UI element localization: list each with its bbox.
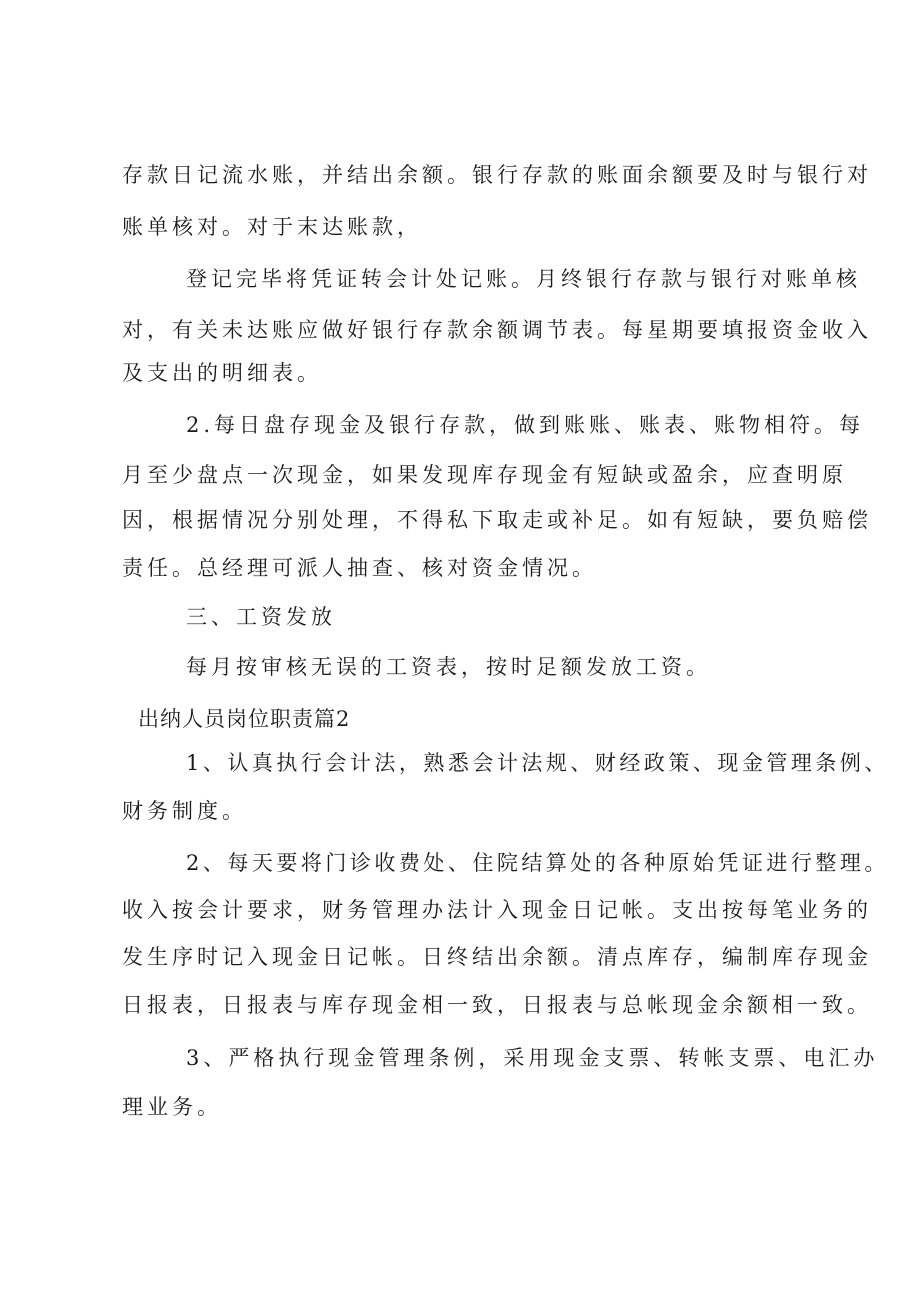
paragraph-4-line-1: 每月按审核无误的工资表，按时足额发放工资。 — [186, 655, 711, 679]
paragraph-3-line-3: 因，根据情况分别处理，不得私下取走或补足。如有短缺，要负赔偿 — [122, 508, 872, 532]
paragraph-1-line-1: 存款日记流水账，并结出余额。银行存款的账面余额要及时与银行对 — [122, 163, 872, 187]
paragraph-3-line-1: 2.每日盘存现金及银行存款，做到账账、账表、账物相符。每 — [186, 413, 865, 437]
paragraph-1-line-2: 账单核对。对于末达账款， — [122, 215, 422, 239]
item-3-line-2: 理业务。 — [122, 1095, 222, 1119]
article-title: 出纳人员岗位职责篇2 — [138, 707, 351, 731]
paragraph-3-line-2: 月至少盘点一次现金，如果发现库存现金有短缺或盈余，应查明原 — [122, 463, 847, 487]
item-2-line-1: 2、每天要将门诊收费处、住院结算处的各种原始凭证进行整理。 — [186, 851, 889, 875]
paragraph-2-line-2: 对，有关未达账应做好银行存款余额调节表。每星期要填报资金收入 — [122, 318, 872, 342]
item-3-line-1: 3、严格执行现金管理条例，采用现金支票、转帐支票、电汇办 — [186, 1046, 879, 1070]
item-2-line-4: 日报表，日报表与库存现金相一致，日报表与总帐现金余额相一致。 — [122, 993, 872, 1017]
item-2-line-3: 发生序时记入现金日记帐。日终结出余额。清点库存，编制库存现金 — [122, 945, 872, 969]
paragraph-2-line-1: 登记完毕将凭证转会计处记账。月终银行存款与银行对账单核 — [186, 267, 861, 291]
item-2-line-2: 收入按会计要求，财务管理办法计入现金日记帐。支出按每笔业务的 — [122, 898, 872, 922]
item-1-line-2: 财务制度。 — [122, 799, 247, 823]
section-heading: 三、工资发放 — [186, 605, 336, 629]
item-1-line-1: 1、认真执行会计法，熟悉会计法规、财经政策、现金管理条例、 — [186, 751, 889, 775]
paragraph-3-line-4: 责任。总经理可派人抽查、核对资金情况。 — [122, 556, 597, 580]
paragraph-2-line-3: 及支出的明细表。 — [122, 361, 322, 385]
